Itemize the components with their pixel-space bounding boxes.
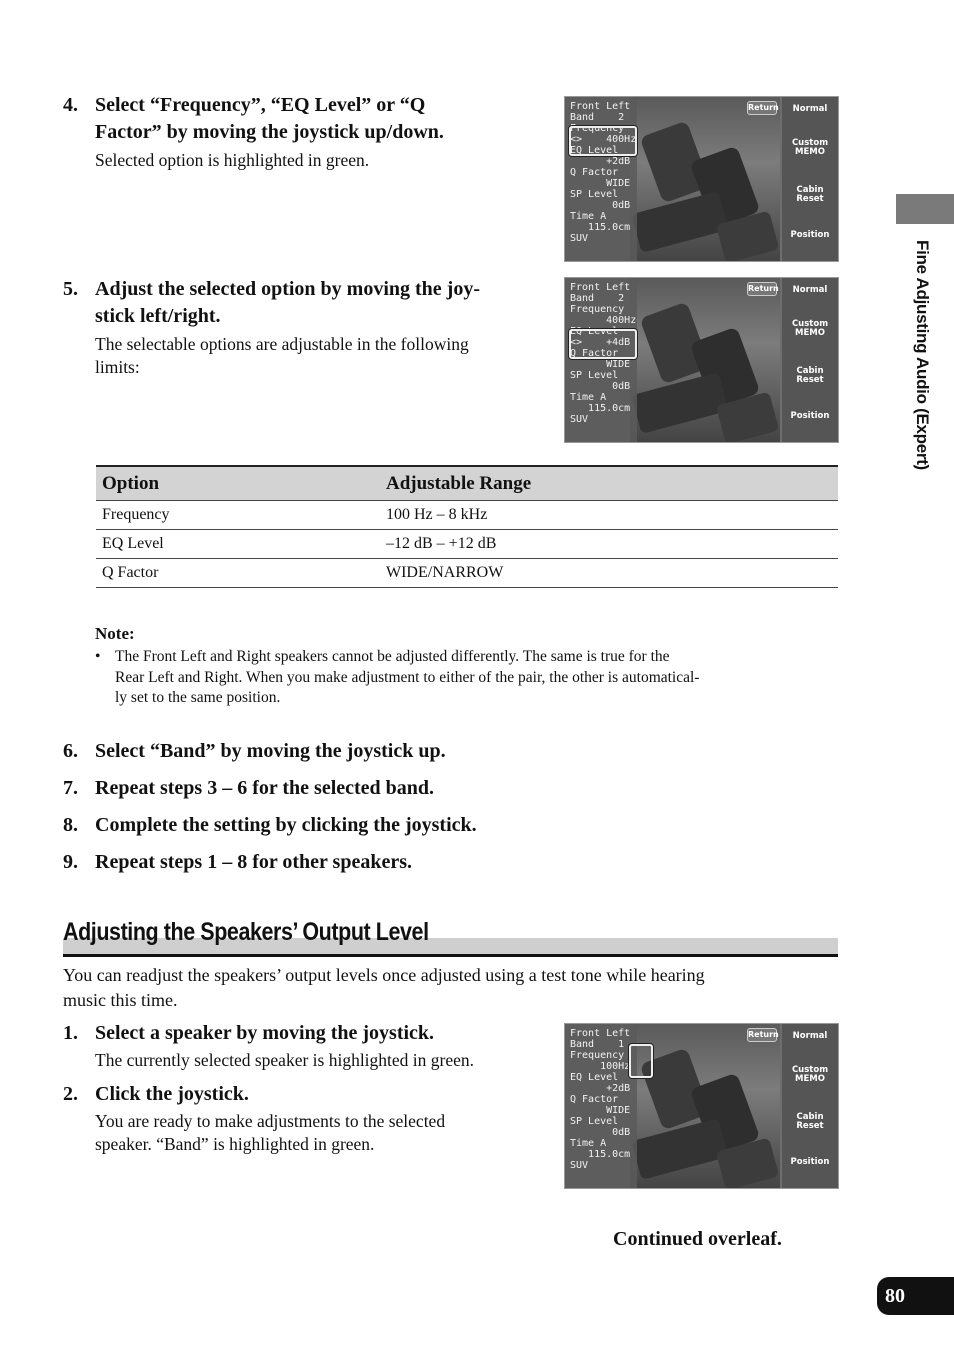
- step-4-title-line-1: Select “Frequency”, “EQ Level” or “Q: [95, 94, 426, 116]
- screen-line: 100Hz: [570, 1061, 631, 1072]
- screen-line: SUV: [570, 233, 589, 244]
- step-9-number: 9.: [63, 851, 78, 873]
- table-header-row: [96, 466, 838, 501]
- custom-memo-button[interactable]: Custom MEMO: [791, 319, 829, 338]
- step-1-description: The currently selected speaker is highlighted in green.: [95, 1050, 475, 1070]
- vehicle-interior-image: [630, 278, 780, 442]
- screen-line: EQ Level: [570, 1072, 619, 1083]
- step-7-title: Repeat steps 3 – 6 for the selected band.: [95, 777, 435, 799]
- screen-line: Frequency: [570, 1050, 625, 1061]
- note-bullet: •: [95, 648, 101, 665]
- section-intro-line: You can readjust the speakers’ output levels once adjusted using a test tone while hearing: [63, 965, 705, 985]
- step-2-description: [95, 1110, 445, 1156]
- normal-button[interactable]: Normal: [792, 1031, 828, 1041]
- return-button[interactable]: Return: [747, 282, 777, 296]
- step-2-title: Click the joystick.: [95, 1083, 249, 1105]
- step-5-desc-line-2: limits:: [95, 357, 140, 377]
- table-cell: EQ Level: [96, 530, 380, 559]
- screen-button-panel: [782, 1024, 838, 1188]
- step-4-title-line-2: Factor” by moving the joystick up/down.: [95, 121, 444, 143]
- custom-memo-button[interactable]: Custom MEMO: [791, 1065, 829, 1084]
- screen-line: <> 400Hz: [570, 134, 637, 145]
- table-row: [96, 559, 838, 588]
- screen-line: WIDE: [570, 178, 631, 189]
- screen-line: Band 2: [570, 293, 625, 304]
- vehicle-interior-image: [630, 97, 780, 261]
- page-number: 80: [877, 1277, 954, 1315]
- screen-settings-panel: [565, 278, 637, 442]
- screen-line: Frequency: [570, 304, 625, 315]
- screen-line: 115.0cm: [570, 1149, 631, 1160]
- step-5-title-line-1: Adjust the selected option by moving the joy-: [95, 278, 480, 300]
- screen-settings-panel: [565, 97, 637, 261]
- step-5-number: 5.: [63, 278, 78, 300]
- section-intro-line: music this time.: [63, 990, 178, 1010]
- screen-line: Front Left: [570, 282, 631, 293]
- screen-line: +2dB: [570, 156, 631, 167]
- cabin-reset-button[interactable]: Cabin Reset: [796, 366, 824, 385]
- screen-line: Time A: [570, 1138, 607, 1149]
- continued-overleaf: Continued overleaf.: [613, 1228, 782, 1250]
- step-2-desc-line: You are ready to make adjustments to the selected: [95, 1111, 446, 1131]
- return-button[interactable]: Return: [747, 101, 777, 115]
- screen-line: EQ Level: [570, 145, 619, 156]
- section-title: Adjusting the Speakers’ Output Level: [63, 918, 429, 946]
- position-button[interactable]: Position: [790, 230, 830, 240]
- step-2-number: 2.: [63, 1083, 78, 1105]
- screen-line: 400Hz: [570, 315, 637, 326]
- section-heading: [63, 918, 838, 957]
- step-8-title: Complete the setting by clicking the joystick.: [95, 814, 477, 836]
- step-8-number: 8.: [63, 814, 78, 836]
- screen-line: WIDE: [570, 359, 631, 370]
- screen-line: Time A: [570, 211, 607, 222]
- step-7-number: 7.: [63, 777, 78, 799]
- step-6-number: 6.: [63, 740, 78, 762]
- screen-line: +2dB: [570, 1083, 631, 1094]
- screen-line: Q Factor: [570, 348, 619, 359]
- cabin-reset-button[interactable]: Cabin Reset: [796, 185, 824, 204]
- step-1-number: 1.: [63, 1022, 78, 1044]
- table-cell: –12 dB – +12 dB: [380, 530, 838, 559]
- position-button[interactable]: Position: [790, 411, 830, 421]
- chapter-label: Fine Adjusting Audio (Expert): [913, 240, 932, 470]
- screen-line: SUV: [570, 414, 589, 425]
- screen-line: Time A: [570, 392, 607, 403]
- cabin-reset-button[interactable]: Cabin Reset: [796, 1112, 824, 1131]
- table-header-range: Adjustable Range: [380, 466, 838, 501]
- custom-memo-button[interactable]: Custom MEMO: [791, 138, 829, 157]
- screen-line: WIDE: [570, 1105, 631, 1116]
- screen-speaker-selected: [564, 1023, 839, 1189]
- note-line: Rear Left and Right. When you make adjustment to either of the pair, the other is automatical-: [115, 668, 700, 686]
- step-5-desc-line-1: The selectable options are adjustable in the following: [95, 334, 469, 354]
- step-4-number: 4.: [63, 94, 78, 116]
- screen-line: Q Factor: [570, 167, 619, 178]
- screen-line: EQ Level: [570, 326, 619, 337]
- screen-line: SUV: [570, 1160, 589, 1171]
- section-intro: [63, 963, 705, 1013]
- position-button[interactable]: Position: [790, 1157, 830, 1167]
- screen-line: SP Level: [570, 1116, 619, 1127]
- note-line: The Front Left and Right speakers cannot be adjusted differently. The same is true for the: [115, 648, 670, 665]
- screen-line: SP Level: [570, 370, 619, 381]
- table-header-option: Option: [96, 466, 380, 501]
- screen-settings-panel: [565, 1024, 637, 1188]
- screen-line: SP Level: [570, 189, 619, 200]
- screen-line: 0dB: [570, 200, 631, 211]
- screen-line: Q Factor: [570, 1094, 619, 1105]
- chapter-tab: [896, 194, 954, 224]
- step-5-description: [95, 333, 469, 379]
- step-2-desc-line: speaker. “Band” is highlighted in green.: [95, 1134, 375, 1154]
- screen-line: 115.0cm: [570, 403, 631, 414]
- highlight-box: [569, 329, 637, 359]
- return-button[interactable]: Return: [747, 1028, 777, 1042]
- table-cell: WIDE/NARROW: [380, 559, 838, 588]
- table-cell: Frequency: [96, 501, 380, 530]
- table-row: [96, 530, 838, 559]
- step-4-title: [95, 92, 444, 146]
- speaker-highlight-box: [629, 1044, 653, 1078]
- table-row: [96, 501, 838, 530]
- adjustable-range-table: [96, 465, 838, 588]
- screen-button-panel: [782, 278, 838, 442]
- screen-line: <> +4dB: [570, 337, 631, 348]
- step-9-title: Repeat steps 1 – 8 for other speakers.: [95, 851, 413, 873]
- screen-line: 115.0cm: [570, 222, 631, 233]
- note-label: Note:: [95, 624, 135, 643]
- screen-line: Front Left: [570, 1028, 631, 1039]
- step-5-title-line-2: stick left/right.: [95, 305, 221, 327]
- table-cell: 100 Hz – 8 kHz: [380, 501, 838, 530]
- screen-line: Band 2: [570, 112, 625, 123]
- screen-button-panel: [782, 97, 838, 261]
- note-line: ly set to the same position.: [115, 689, 281, 706]
- screen-line: 0dB: [570, 381, 631, 392]
- screen-line: Front Left: [570, 101, 631, 112]
- highlight-box: [569, 126, 637, 156]
- screen-line: Frequency: [570, 123, 625, 134]
- step-5-title: [95, 276, 480, 330]
- screen-line: Band 1: [570, 1039, 625, 1050]
- table-cell: Q Factor: [96, 559, 380, 588]
- note-text: [115, 647, 815, 709]
- screen-line: 0dB: [570, 1127, 631, 1138]
- normal-button[interactable]: Normal: [792, 104, 828, 114]
- normal-button[interactable]: Normal: [792, 285, 828, 295]
- step-1-title: Select a speaker by moving the joystick.: [95, 1022, 435, 1044]
- screen-frequency-selected: [564, 96, 839, 262]
- screen-eq-level-selected: [564, 277, 839, 443]
- step-4-description: Selected option is highlighted in green.: [95, 150, 370, 170]
- step-6-title: Select “Band” by moving the joystick up.: [95, 740, 446, 762]
